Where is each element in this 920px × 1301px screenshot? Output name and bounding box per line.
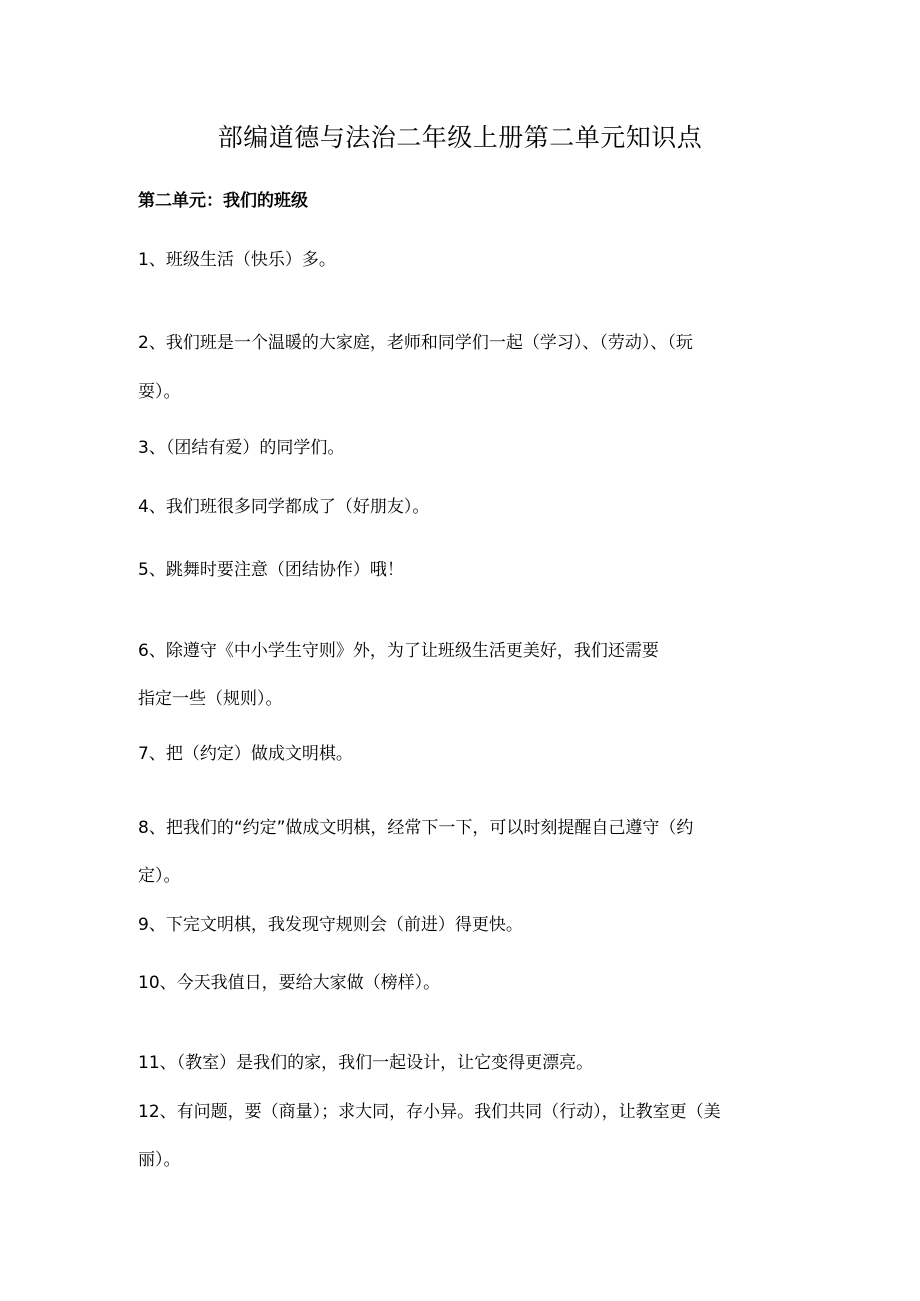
list-item: 4、我们班很多同学都成了（好朋友）。 [138, 497, 430, 517]
list-item: 7、把（约定）做成文明棋。 [138, 744, 353, 764]
list-item: 10、今天我值日，要给大家做（榜样）。 [138, 973, 441, 993]
list-item: 12、有问题，要（商量）；求大同，存小异。我们共同（行动），让教室更（美 [138, 1102, 721, 1122]
list-item: 8、把我们的“约定”做成文明棋，经常下一下，可以时刻提醒自己遵守（约 [138, 818, 694, 838]
list-item: 2、我们班是一个温暖的大家庭，老师和同学们一起（学习）、（劳动）、（玩 [138, 333, 693, 353]
list-item: 5、跳舞时要注意（团结协作）哦！ [138, 560, 404, 580]
list-item-continuation: 指定一些（规则）。 [138, 689, 283, 709]
list-item-continuation: 定）。 [138, 866, 181, 886]
section-heading: 第二单元：我们的班级 [138, 191, 308, 211]
list-item: 3、（团结有爱）的同学们。 [138, 438, 345, 458]
list-item: 11、（教室）是我们的家，我们一起设计，让它变得更漂亮。 [138, 1053, 594, 1073]
list-item-continuation: 丽）。 [138, 1150, 181, 1170]
list-item: 9、下完文明棋，我发现守规则会（前进）得更快。 [138, 915, 523, 935]
list-item-continuation: 耍）。 [138, 382, 181, 402]
list-item: 1、班级生活（快乐）多。 [138, 250, 336, 270]
list-item: 6、除遵守《中小学生守则》外，为了让班级生活更美好，我们还需要 [138, 641, 659, 661]
document-title: 部编道德与法治二年级上册第二单元知识点 [217, 123, 703, 152]
